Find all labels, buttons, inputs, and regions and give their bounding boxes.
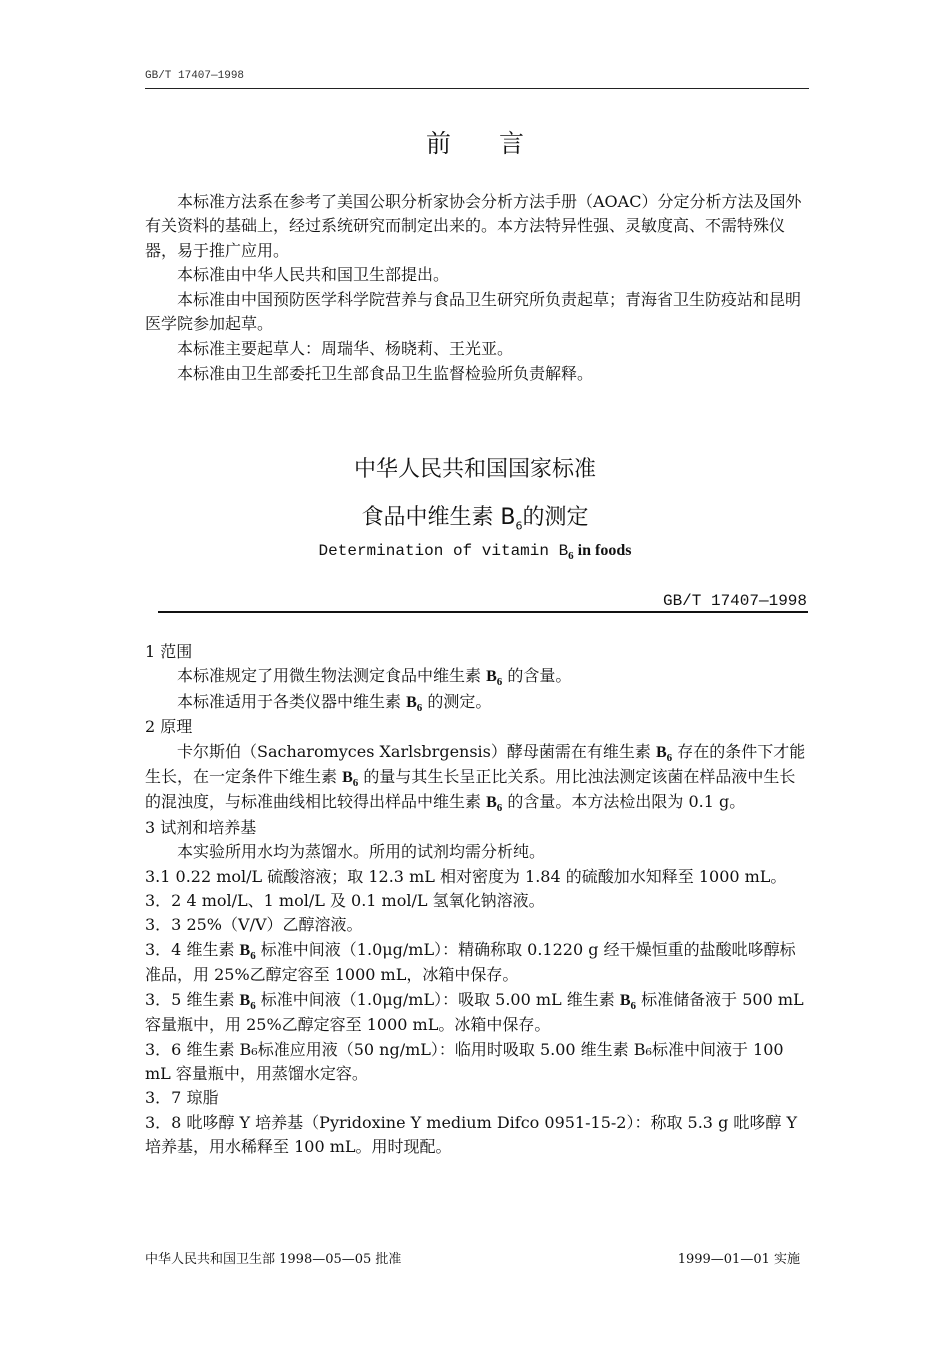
body-paragraph: 本标准适用于各类仪器中维生素 $B_6$ 的测定。: [177, 691, 492, 714]
standard-number: GB/T 17407—1998: [662, 592, 807, 610]
body-paragraph: 卡尔斯伯（Sacharomyces Xarlsbrgensis）酵母菌需在有维生素 $B_6$ 存在的条件下才能生长，在一定条件下维生素 $B_6$ 的量与其生长呈正比关系。用比浊法测定该菌在样品液中生长的混浊度，与标准曲线相比较得出样品中维生素 $B_6$ 的含量。本方法检出限为 0.1 g。: [145, 741, 806, 815]
effective-date: 1999—01—01 实施: [677, 1252, 800, 1267]
reagent-item: 3．8 吡哆醇 Y 培养基（Pyridoxine Y medium Difco 0951-15-2）：称取 5.3 g 吡哆醇 Y 培养基，用水稀释至 100 mL。用时现配。: [145, 1112, 798, 1157]
approval-date: 中华人民共和国卫生部 1998—05—05 批准: [145, 1252, 402, 1267]
document-code-header: GB/T 17407—1998: [145, 70, 245, 82]
foreword-paragraph: 本标准方法系在参考了美国公职分析家协会分析方法手册（AOAC）分定分析方法及国外有关资料的基础上，经过系统研究而制定出来的。本方法特异性强、灵敏度高、不需特殊仪器，易于推广应用。: [145, 192, 802, 260]
header-rule: [145, 88, 809, 89]
foreword-paragraph: 本标准主要起草人：周瑞华、杨晓莉、王光亚。: [177, 339, 514, 358]
section-heading: 3 试剂和培养基: [145, 817, 257, 837]
reagent-item: 3．3 25%（V/V）乙醇溶液。: [145, 915, 363, 935]
body-paragraph: 本实验所用水均为蒸馏水。所用的试剂均需分析纯。: [177, 842, 546, 862]
foreword-paragraph: 本标准由卫生部委托卫生部食品卫生监督检验所负责解释。: [177, 364, 594, 383]
body-paragraph: 本标准规定了用微生物法测定食品中维生素 $B_6$ 的含量。: [177, 666, 572, 689]
reagent-item: 3．7 琼脂: [145, 1088, 219, 1108]
foreword-title: 前言: [425, 129, 572, 158]
reagent-item: 3.1 0.22 mol/L 硫酸溶液；取 12.3 mL 相对密度为 1.84 的硫酸加水知释至 1000 mL。: [145, 866, 787, 886]
standard-title-en: Determination of vitamin $B_6$ in foods: [318, 542, 632, 563]
foreword-paragraph: 本标准由中华人民共和国卫生部提出。: [177, 265, 450, 284]
reagent-item: 3．4 维生素 $B_6$ 标准中间液（1.0μg/mL）：精确称取 0.1220 g 经干燥恒重的盐酸吡哆醇标准品，用 25%乙醇定容至 1000 mL，冰箱中保存。: [145, 939, 796, 985]
standard-authority: 中华人民共和国国家标准: [353, 457, 596, 482]
standard-body: [145, 640, 809, 1160]
reagent-item: 3．2 4 mol/L、1 mol/L 及 0.1 mol/L 氢氧化钠溶液。: [145, 891, 545, 911]
reagent-item: 3．5 维生素 $B_6$ 标准中间液（1.0μg/mL）：吸取 5.00 mL 维生素 $B_6$ 标准储备液于 500 mL 容量瓶中，用 25%乙醇定容至 1000 mL。冰箱中保存。: [145, 989, 804, 1035]
title-rule: [158, 611, 808, 613]
reagent-item: 3．6 维生素 B₆标准应用液（50 ng/mL）：临用时吸取 5.00 维生素 B₆标准中间液于 100 mL 容量瓶中，用蒸馏水定容。: [145, 1039, 784, 1083]
standard-title-cn: 食品中维生素 $B_6$的测定: [361, 505, 589, 533]
section-heading: 1 范围: [145, 642, 193, 661]
section-heading: 2 原理: [145, 717, 193, 737]
foreword-paragraph: 本标准由中国预防医学科学院营养与食品卫生研究所负责起草；青海省卫生防疫站和昆明医学院参加起草。: [145, 290, 802, 334]
